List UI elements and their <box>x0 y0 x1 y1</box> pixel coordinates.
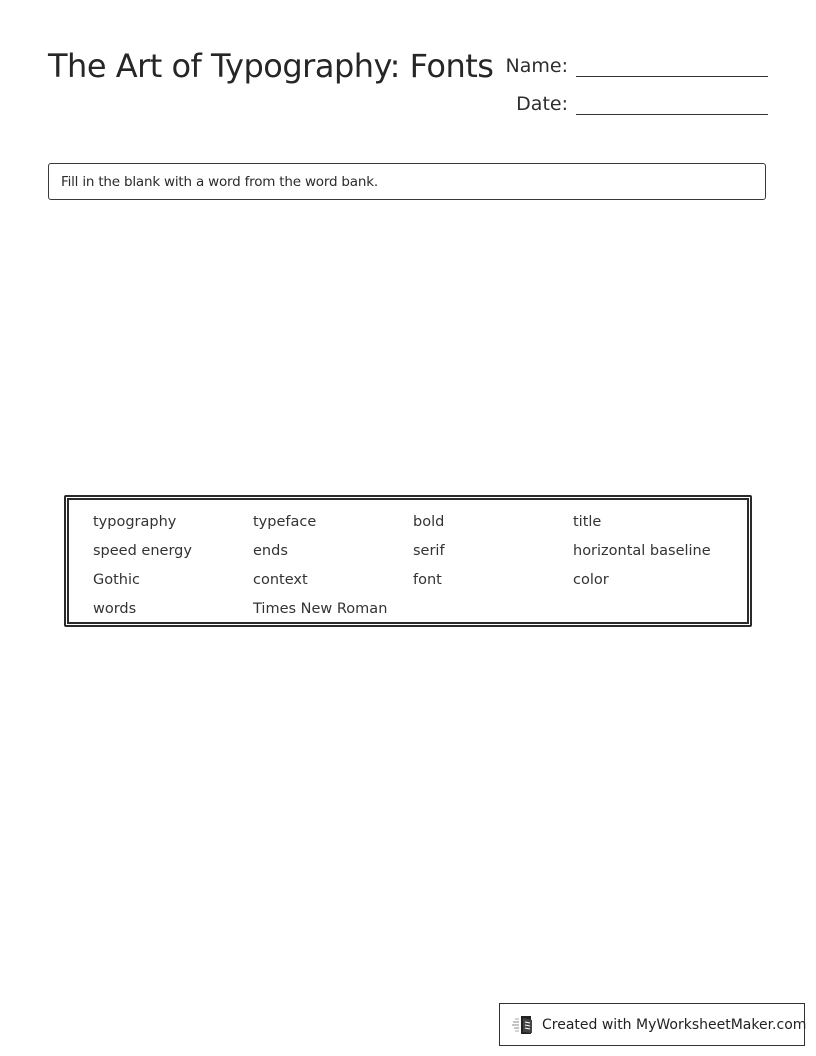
word-bank-item: font <box>413 572 442 588</box>
date-blank-line[interactable] <box>576 92 768 115</box>
name-blank-line[interactable] <box>576 54 768 77</box>
word-bank-item: bold <box>413 514 445 530</box>
footer-credit-text: Created with MyWorksheetMaker.com <box>542 1016 807 1033</box>
word-bank <box>64 495 752 627</box>
instructions-box <box>48 163 766 200</box>
word-bank-item: Times New Roman <box>253 601 388 617</box>
word-bank-item: context <box>253 572 308 588</box>
worksheet-maker-logo-icon <box>512 1014 536 1036</box>
date-label: Date: <box>516 93 568 115</box>
word-bank-item: horizontal baseline <box>573 543 711 559</box>
word-bank-item: speed energy <box>93 543 192 559</box>
footer-credit[interactable] <box>499 1003 805 1046</box>
instructions-text: Fill in the blank with a word from the word bank. <box>61 174 378 190</box>
word-bank-grid <box>93 510 747 626</box>
word-bank-item: color <box>573 572 609 588</box>
word-bank-item: title <box>573 514 602 530</box>
name-field-row <box>500 54 768 77</box>
word-bank-item: ends <box>253 543 288 559</box>
word-bank-item: Gothic <box>93 572 140 588</box>
page-title: The Art of Typography: Fonts <box>48 47 494 85</box>
date-field-row <box>500 92 768 115</box>
word-bank-item: words <box>93 601 137 617</box>
word-bank-item: typography <box>93 514 177 530</box>
word-bank-item: serif <box>413 543 445 559</box>
word-bank-item: typeface <box>253 514 317 530</box>
name-label: Name: <box>505 55 568 77</box>
